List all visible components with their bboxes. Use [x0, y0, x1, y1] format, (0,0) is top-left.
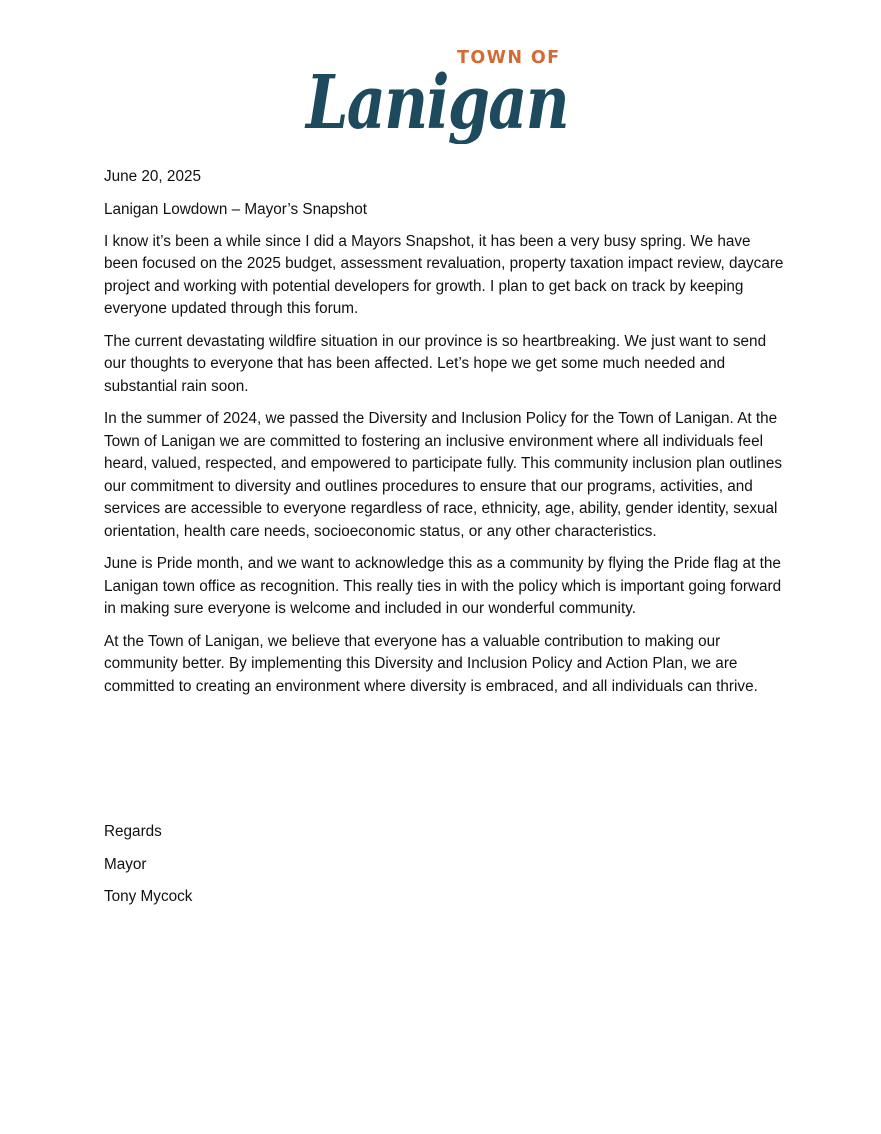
signoff-title: Mayor	[104, 855, 147, 873]
lanigan-script-text: Lanigan	[304, 60, 568, 144]
logo-tagline: TOWN OF	[457, 48, 561, 68]
town-logo	[300, 44, 580, 144]
signoff-name: Tony Mycock	[104, 888, 193, 905]
signoff-block	[104, 821, 192, 919]
paragraph-wildfire: The current devastating wildfire situation in our province is so heartbreaking. We just want to send our thoughts to everyone that has been affected. Let’s hope we get some much needed and substantial rain soon.	[104, 332, 767, 395]
paragraph-inclusion-policy: In the summer of 2024, we passed the Diversity and Inclusion Policy for the Town of Lanigan. At the Town of Lanigan we are committed to fostering an inclusive environment where all individuals feel heard, valued, respected, and empowered to participate fully. This community inclusion plan outlines our commitment to diversity and outlines procedures to ensure that our programs, activities, and services are accessible to everyone regardless of race, ethnicity, age, ability, gender identity, sexual orientation, health care needs, socioeconomic status, or any other characteristics.	[104, 410, 782, 540]
paragraph-pride-month: June is Pride month, and we want to acknowledge this as a community by flying the Pride flag at the Lanigan town office as recognition. This really ties in with the policy which is important going forward in making sure everyone is welcome and included in our wonderful community.	[104, 555, 782, 617]
letter-date: June 20, 2025	[104, 168, 201, 185]
paragraph-busy-spring: I know it’s been a while since I did a Mayors Snapshot, it has been a very busy spring. We have been focused on the 2025 budget, assessment revaluation, property taxation impact review, daycare project and working with potential developers for growth. I plan to get back on track by keeping everyone updated through this forum.	[104, 232, 784, 317]
paragraph-closing-statement: At the Town of Lanigan, we believe that everyone has a valuable contribution to making our community better. By implementing this Diversity and Inclusion Policy and Action Plan, we are committed to creating an environment where diversity is embraced, and all individuals can thrive.	[104, 632, 758, 695]
letter-subject: Lanigan Lowdown – Mayor’s Snapshot	[104, 201, 368, 218]
signoff-closing: Regards	[104, 823, 162, 840]
letter-body	[104, 166, 784, 708]
